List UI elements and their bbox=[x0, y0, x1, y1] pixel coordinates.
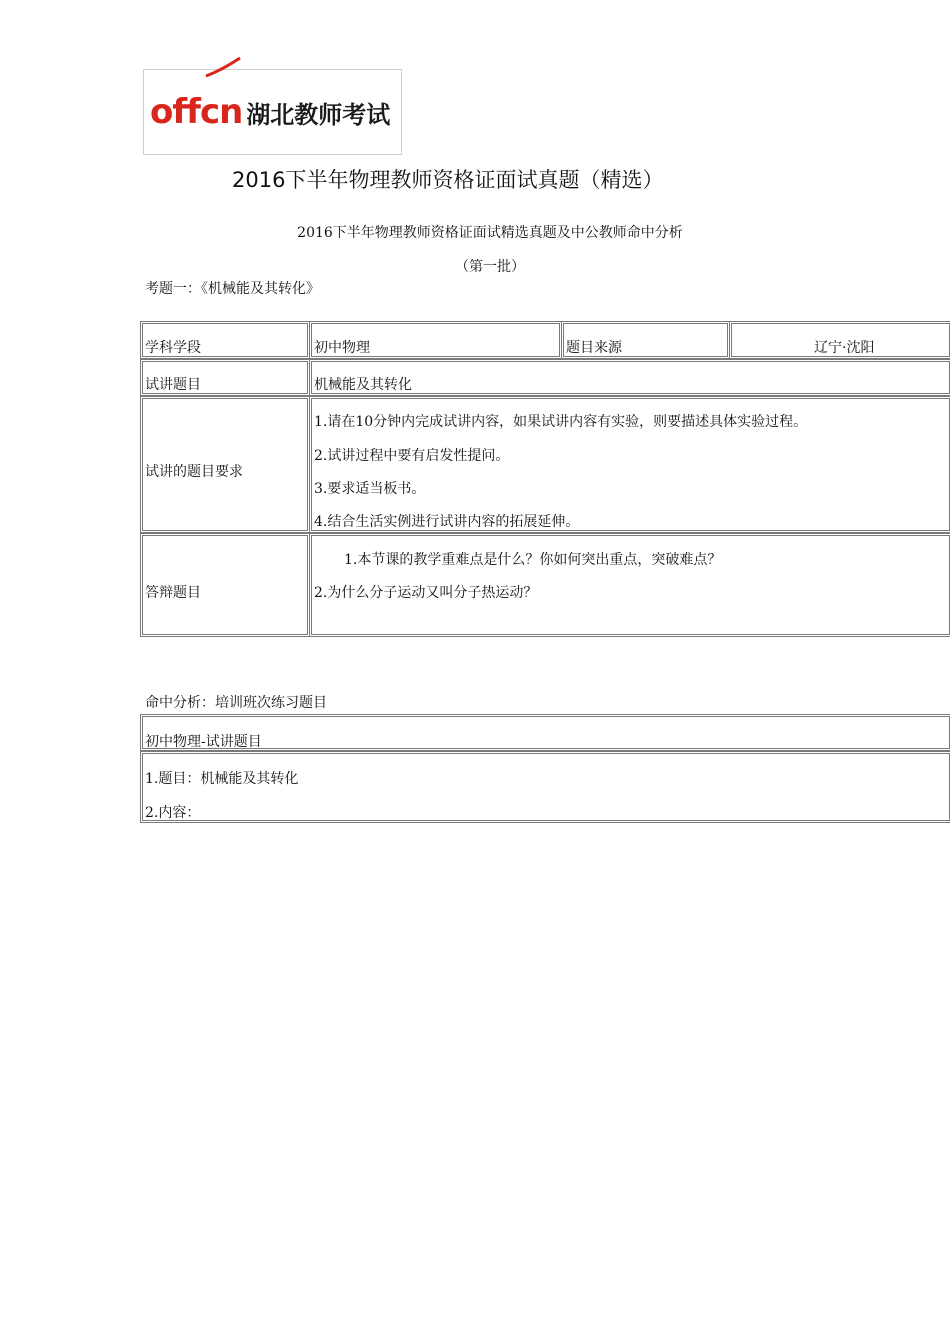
source-value: 辽宁·沈阳 bbox=[814, 340, 875, 356]
topic-label: 试讲题目 bbox=[145, 377, 201, 393]
source-label-cell bbox=[563, 323, 728, 357]
defense-item: 2.为什么分子运动又叫分子热运动？ bbox=[314, 585, 538, 601]
practice-header-cell bbox=[142, 716, 950, 749]
topic-value-cell bbox=[311, 361, 950, 394]
practice-item: 2.内容： bbox=[145, 805, 201, 821]
source-value-cell bbox=[731, 323, 950, 357]
practice-header: 初中物理-试讲题目 bbox=[145, 734, 262, 750]
page-title: 2016下半年物理教师资格证面试真题（精选） bbox=[232, 168, 664, 192]
hit-analysis: 命中分析：培训班次练习题目 bbox=[145, 695, 327, 711]
requirements-cell bbox=[311, 398, 950, 531]
subject-label: 学科学段 bbox=[145, 340, 201, 356]
defense-item: 1.本节课的教学重难点是什么？你如何突出重点，突破难点？ bbox=[344, 552, 722, 568]
defense-label-cell bbox=[142, 535, 308, 635]
logo-name: 湖北教师考试 bbox=[246, 100, 391, 129]
topic-value: 机械能及其转化 bbox=[314, 377, 412, 393]
practice-body-cell bbox=[142, 753, 950, 821]
subject-label-cell bbox=[142, 323, 308, 357]
question-heading: 考题一：《机械能及其转化》 bbox=[145, 281, 320, 297]
requirement-item: 1.请在10分钟内完成试讲内容，如果试讲内容有实验，则要描述具体实验过程。 bbox=[314, 414, 808, 430]
topic-label-cell bbox=[142, 361, 308, 394]
offcn-logo bbox=[143, 69, 402, 155]
requirements-label: 试讲的题目要求 bbox=[145, 464, 243, 480]
defense-label: 答辩题目 bbox=[145, 585, 201, 601]
subject-value-cell bbox=[311, 323, 560, 357]
batch-label: （第一批） bbox=[455, 259, 525, 275]
logo-swoosh-icon bbox=[204, 56, 244, 80]
page-subtitle: 2016下半年物理教师资格证面试精选真题及中公教师命中分析 bbox=[297, 225, 683, 241]
requirement-item: 2.试讲过程中要有启发性提问。 bbox=[314, 448, 510, 464]
defense-cell bbox=[311, 535, 950, 635]
subject-value: 初中物理 bbox=[314, 340, 370, 356]
requirement-item: 4.结合生活实例进行试讲内容的拓展延伸。 bbox=[314, 514, 580, 530]
practice-item: 1.题目：机械能及其转化 bbox=[145, 771, 299, 787]
requirements-label-cell bbox=[142, 398, 308, 531]
logo-brand: offcn bbox=[150, 92, 243, 132]
source-label: 题目来源 bbox=[566, 340, 622, 356]
requirement-item: 3.要求适当板书。 bbox=[314, 481, 426, 497]
